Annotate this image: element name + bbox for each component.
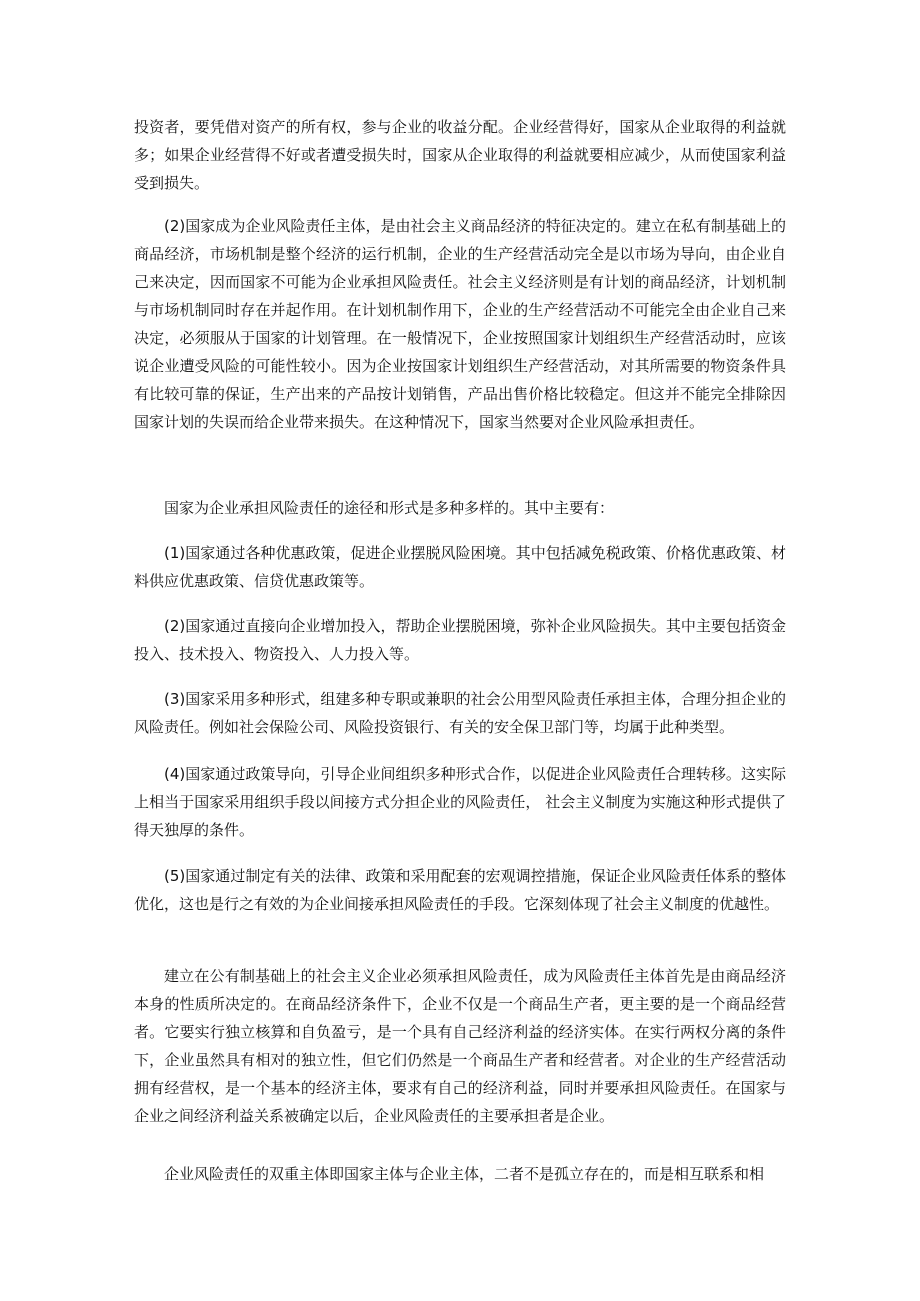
paragraph-9: 建立在公有制基础上的社会主义企业必须承担风险责任，成为风险责任主体首先是由商品经济本身的性质所决定的。在商品经济条件下，企业不仅是一个商品生产者，更主要的是一个商品经营者。它要实行独立核算和自负盈亏，是一个具有自己经济利益的经济实体。在实行两权分离的条件下，企业虽然具有相对的独立性，但它们仍然是一个商品生产者和经营者。对企业的生产经营活动拥有经营权，是一个基本的经济主体，要求有自己的经济利益，同时并要承担风险责任。在国家与企业之间经济利益关系被确定以后，企业风险责任的主要承担者是企业。 — [134, 967, 786, 1125]
paragraph-10: 企业风险责任的双重主体即国家主体与企业主体，二者不是孤立存在的，而是相互联系和相 — [164, 1165, 765, 1183]
paragraph-1: 投资者，要凭借对资产的所有权，参与企业的收益分配。企业经营得好，国家从企业取得的利益就多；如果企业经营得不好或者遭受损失时，国家从企业取得的利益就要相应减少，从而使国家利益受到损失。 — [134, 118, 786, 192]
paragraph-4: (1)国家通过各种优惠政策，促进企业摆脱风险困境。其中包括减免税政策、价格优惠政策、材料供应优惠政策、信贷优惠政策等。 — [134, 544, 786, 590]
paragraph-2: (2)国家成为企业风险责任主体，是由社会主义商品经济的特征决定的。建立在私有制基础上的商品经济，市场机制是整个经济的运行机制，企业的生产经营活动完全是以市场为导向，由企业自己来决定，因而国家不可能为企业承担风险责任。社会主义经济则是有计划的商品经济，计划机制与市场机制同时存在并起作用。在计划机制作用下，企业的生产经营活动不可能完全由企业自己来决定，必须服从于国家的计划管理。在一般情况下，企业按照国家计划组织生产经营活动时，应该说企业遭受风险的可能性较小。因为企业按国家计划组织生产经营活动，对其所需要的物资条件具有比较可靠的保证，生产出来的产品按计划销售，产品出售价格比较稳定。但这并不能完全排除因国家计划的失误而给企业带来损失。在这种情况下，国家当然要对企业风险承担责任。 — [134, 217, 786, 431]
paragraph-3: 国家为企业承担风险责任的途径和形式是多种多样的。其中主要有： — [164, 499, 615, 517]
paragraph-5: (2)国家通过直接向企业增加投入，帮助企业摆脱困境，弥补企业风险损失。其中主要包括资金投入、技术投入、物资投入、人力投入等。 — [134, 617, 786, 663]
paragraph-8: (5)国家通过制定有关的法律、政策和采用配套的宏观调控措施，保证企业风险责任体系的整体优化，这也是行之有效的为企业间接承担风险责任的手段。它深刻体现了社会主义制度的优越性。 — [134, 867, 786, 913]
paragraph-6: (3)国家采用多种形式，组建多种专职或兼职的社会公用型风险责任承担主体，合理分担企业的风险责任。例如社会保险公司、风险投资银行、有关的安全保卫部门等，均属于此种类型。 — [134, 690, 786, 736]
paragraph-7: (4)国家通过政策导向，引导企业间组织多种形式合作，以促进企业风险责任合理转移。这实际上相当于国家采用组织手段以间接方式分担企业的风险责任， 社会主义制度为实施这种形式提供了得天独厚的条件。 — [134, 765, 786, 839]
